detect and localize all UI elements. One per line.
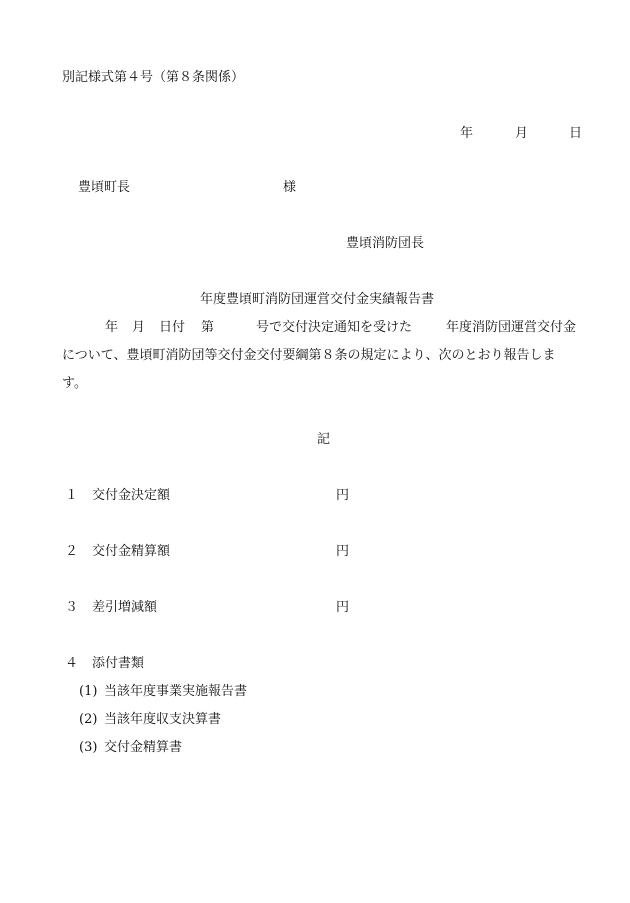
addressee-name: 豊頃町長 — [78, 180, 131, 195]
attachment-number: (1) — [79, 684, 98, 699]
item-row — [65, 601, 78, 614]
item-label: 交付金決定額 — [92, 488, 171, 503]
item-unit: 円 — [336, 488, 350, 503]
item-label: 差引増減額 — [92, 600, 158, 615]
attachment-number: (2) — [79, 712, 98, 727]
body-fiscal-year: 年度消防団運営交付金 — [446, 320, 577, 335]
body-line-2: について、豊頃町消防団等交付金交付要綱第８条の規定により、次のとおり報告しま — [62, 348, 556, 363]
document-title: 年度豊頃町消防団運営交付金実績報告書 — [200, 292, 435, 307]
item-number: １ — [65, 488, 79, 503]
date-month: 月 — [515, 126, 529, 141]
attachment-item: 当該年度事業実施報告書 — [104, 684, 248, 699]
sender-name: 豊頃消防団長 — [346, 236, 425, 251]
body-number-prefix: 第 — [201, 320, 215, 335]
body-day: 日付 — [159, 320, 186, 335]
attachment-item: 交付金精算書 — [104, 740, 183, 755]
item-label: 交付金精算額 — [92, 544, 171, 559]
body-month: 月 — [132, 320, 146, 335]
date-day: 日 — [569, 126, 583, 141]
ki-heading: 記 — [317, 432, 331, 447]
item-row — [65, 489, 78, 502]
attachments-number: ４ — [65, 656, 79, 671]
attachment-item: 当該年度収支決算書 — [104, 712, 222, 727]
body-year: 年 — [105, 320, 119, 335]
item-number: ２ — [65, 544, 79, 559]
item-unit: 円 — [336, 600, 350, 615]
form-label: 別記様式第４号（第８条関係） — [62, 70, 245, 85]
item-unit: 円 — [336, 544, 350, 559]
item-row — [65, 545, 78, 558]
body-line-3: す。 — [62, 376, 87, 391]
attachment-number: (3) — [79, 740, 98, 755]
body-notice: 号で交付決定通知を受けた — [256, 320, 413, 335]
addressee-honorific: 様 — [283, 180, 297, 195]
date-year: 年 — [460, 126, 474, 141]
item-number: ３ — [65, 600, 79, 615]
attachments-label: 添付書類 — [92, 656, 145, 671]
